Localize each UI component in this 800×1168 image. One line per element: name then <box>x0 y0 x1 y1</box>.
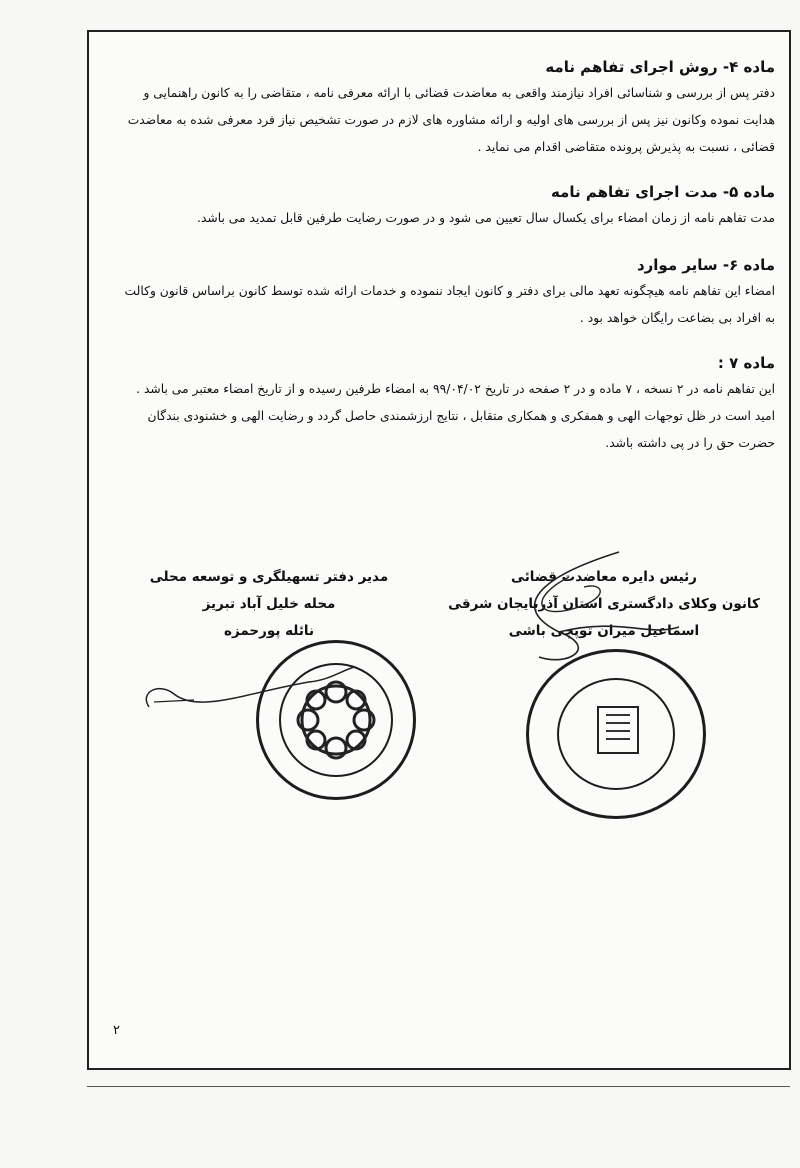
page-number: ۲ <box>113 1023 120 1038</box>
article-6 <box>100 252 775 332</box>
article-4-body <box>100 80 775 161</box>
page-frame <box>87 30 791 1070</box>
article-5-body <box>100 205 775 232</box>
article-7-body <box>100 376 775 457</box>
article-5 <box>100 179 775 232</box>
left-signature <box>129 632 389 752</box>
text-line: هدایت نموده وکانون نیز پس از بررسی های اولیه و ارائه مشاوره های لازم در صورت تشخیص نیاز فرد معرفی شده به معاضدت <box>127 113 775 127</box>
article-4-heading: ماده ۴- روش اجرای تفاهم نامه <box>545 58 775 76</box>
signatory-left-name: نائله پورحمزه <box>223 623 315 639</box>
text-line: قضائی ، نسبت به پذیرش پرونده متقاضی اقدام می نماید . <box>477 140 775 154</box>
right-signature <box>419 537 799 687</box>
article-4 <box>100 54 775 161</box>
page-edge-line <box>87 1086 790 1087</box>
text-line: امضاء این تفاهم نامه هیچگونه تعهد مالی برای دفتر و کانون ایجاد ننموده و خدمات ارائه شده توسط کانون براساس قانون وکالت <box>124 284 775 298</box>
signatory-left-title: مدیر دفتر تسهیلگری و توسعه محلی <box>149 569 389 585</box>
text-line: به افراد بی بضاعت رایگان خواهد بود . <box>579 311 775 325</box>
signatory-right-org: کانون وکلای دادگستری استان آذربایجان شرقی <box>448 596 760 612</box>
text-line: مدت تفاهم نامه از زمان امضاء برای یکسال سال تعیین می شود و در صورت رضایت طرفین قابل تمدید می باشد. <box>197 211 775 225</box>
text-line: حضرت حق را در پی داشته باشد. <box>605 436 775 450</box>
signatory-right-title: رئیس دایره معاضدت قضائی <box>511 569 697 585</box>
text-line: این تفاهم نامه در ۲ نسخه ، ۷ ماده و در ۲ صفحه در تاریخ ۹۹/۰۴/۰۲ به امضاء طرفین رسیده و از تاریخ امضاء معتبر می باشد . <box>136 382 775 396</box>
article-7-heading: ماده ۷ : <box>717 354 775 372</box>
article-5-heading: ماده ۵- مدت اجرای تفاهم نامه <box>550 183 775 201</box>
article-7 <box>100 350 775 457</box>
text-line: دفتر پس از بررسی و شناسائی افراد نیازمند واقعی به معاضدت قضائی با ارائه معرفی نامه ، متقاضی را به کانون راهنمایی و <box>143 86 775 100</box>
article-6-body <box>100 278 775 332</box>
signatory-right-name: اسماعیل میران توپچی باشی <box>508 623 700 639</box>
text-line: امید است در ظل توجهات الهی و همفکری و همکاری متقابل ، نتایج ارزشمندی حاصل گردد و رضایت الهی و خشنودی بندگان <box>147 409 775 423</box>
article-6-heading: ماده ۶- سایر موارد <box>636 256 775 274</box>
signatory-left-org: محله خلیل آباد تبریز <box>202 596 336 612</box>
